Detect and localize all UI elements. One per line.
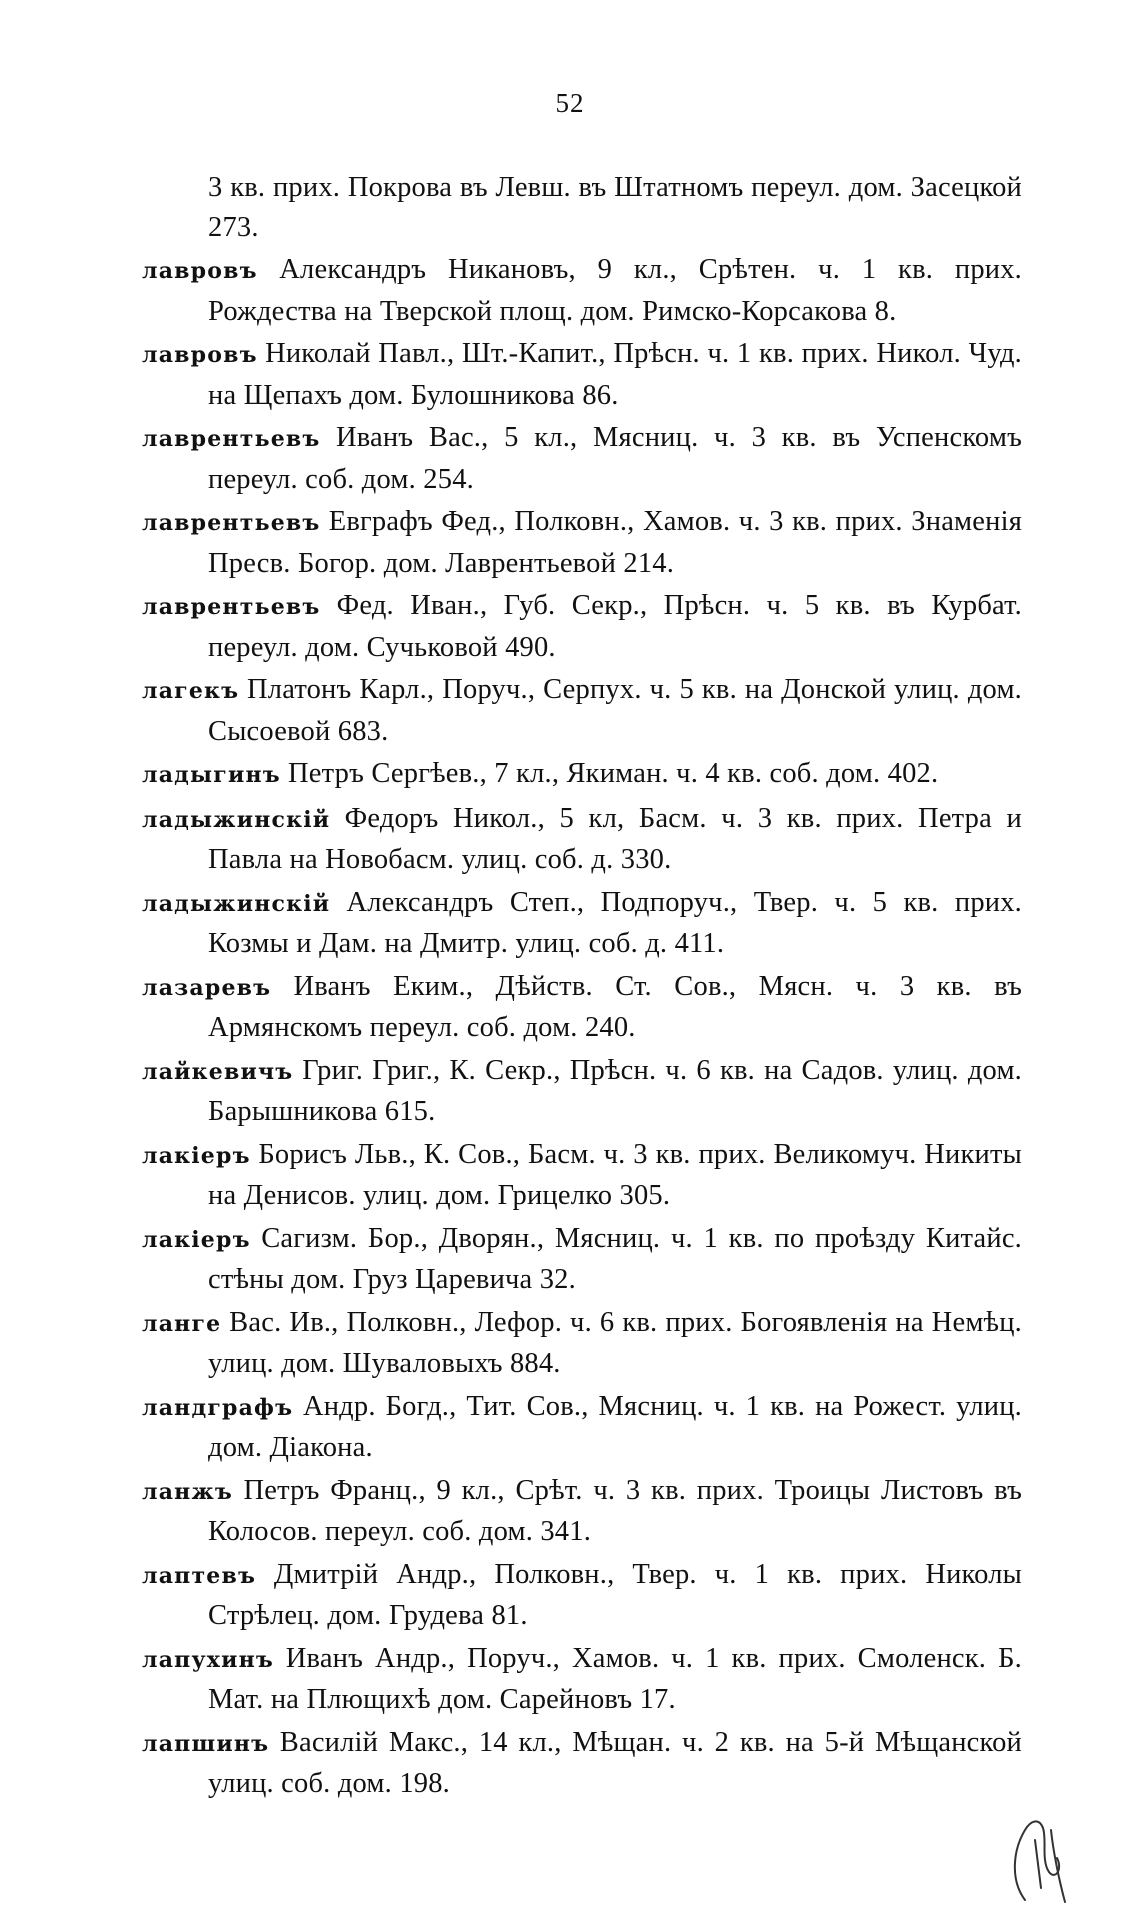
directory-entry — [142, 586, 1022, 667]
entry-text: Федоръ Никол., 5 кл, Басм. ч. 3 кв. прих. Петра и Павла на Новобасм. улиц. соб. д. 330. — [208, 802, 1022, 875]
entry-text: Фед. Иван., Губ. Секр., Прѣсн. ч. 5 кв. въ Курбат. переул. дом. Сучьковой 490. — [208, 590, 1022, 663]
directory-entry — [142, 334, 1022, 415]
entry-surname: лаптевъ — [142, 1562, 257, 1589]
directory-entry — [142, 1387, 1022, 1468]
directory-entry — [142, 1303, 1022, 1384]
entry-surname: ланжъ — [142, 1478, 233, 1505]
entry-surname: лавровъ — [142, 258, 258, 284]
entry-text: Платонъ Карл., Поруч., Серпух. ч. 5 кв. на Донской улиц. дом. Сысоевой 683. — [208, 674, 1022, 747]
entry-surname: лазаревъ — [142, 974, 272, 1001]
entry-surname: лакіеръ — [142, 1142, 251, 1169]
directory-entry — [142, 1639, 1022, 1720]
directory-entry — [142, 754, 1022, 796]
directory-entry — [142, 1723, 1022, 1804]
continuation-entry — [142, 168, 1022, 247]
entry-surname: лакіеръ — [142, 1226, 251, 1253]
directory-entry — [142, 1219, 1022, 1300]
entry-text: Петръ Сергѣев., 7 кл., Якиман. ч. 4 кв. соб. дом. 402. — [288, 758, 939, 789]
entry-surname: лавровъ — [142, 342, 258, 368]
entry-surname: ладыжинскій — [142, 890, 331, 917]
handwritten-mark-icon — [1005, 1810, 1075, 1910]
directory-entry — [142, 1555, 1022, 1636]
entry-text: Петръ Франц., 9 кл., Срѣт. ч. 3 кв. прих. Троицы Листовъ въ Колосов. переул. соб. дом. 341. — [208, 1474, 1023, 1547]
entry-text: Иванъ Андр., Поруч., Хамов. ч. 1 кв. прих. Смоленск. Б. Мат. на Плющихѣ дом. Сарейновъ 17. — [208, 1642, 1023, 1715]
entry-surname: лаврентьевъ — [142, 426, 321, 452]
entry-surname: лапухинъ — [142, 1646, 274, 1673]
entry-surname: ланге — [142, 1310, 222, 1337]
entry-text: Вас. Ив., Полковн., Лефор. ч. 6 кв. прих. Богоявленія на Немѣц. улиц. дом. Шуваловыхъ 884. — [208, 1306, 1023, 1379]
entry-surname: ландграфъ — [142, 1394, 294, 1421]
entry-text: Андр. Богд., Тит. Сов., Мясниц. ч. 1 кв. на Рожест. улиц. дом. Діакона. — [208, 1390, 1022, 1463]
page-number: 52 — [555, 88, 585, 118]
directory-entry — [142, 967, 1022, 1048]
entry-text: Дмитрій Андр., Полковн., Твер. ч. 1 кв. прих. Николы Стрѣлец. дом. Грудева 81. — [208, 1558, 1022, 1631]
entry-text: Иванъ Вас., 5 кл., Мясниц. ч. 3 кв. въ Успенскомъ переул. соб. дом. 254. — [208, 422, 1023, 495]
directory-entry — [142, 1471, 1022, 1552]
directory-entry — [142, 418, 1022, 499]
entry-text: Николай Павл., Шт.-Капит., Прѣсн. ч. 1 кв. прих. Никол. Чуд. на Щепахъ дом. Булошникова 86. — [208, 338, 1023, 411]
entry-text: Василій Макс., 14 кл., Мѣщан. ч. 2 кв. на 5-й Мѣщанской улиц. соб. дом. 198. — [208, 1726, 1022, 1799]
entry-surname: лайкевичъ — [142, 1058, 294, 1085]
entry-surname: лаврентьевъ — [142, 510, 321, 536]
entry-text: Александръ Никановъ, 9 кл., Срѣтен. ч. 1 кв. прих. Рождества на Тверской площ. дом. Римско-Корсакова 8. — [208, 254, 1022, 327]
entry-surname: лагекъ — [142, 678, 240, 704]
directory-entry — [142, 250, 1022, 331]
entry-text: Иванъ Еким., Дѣйств. Ст. Сов., Мясн. ч. 3 кв. въ Армянскомъ переул. соб. дом. 240. — [208, 970, 1023, 1043]
directory-entry — [142, 883, 1022, 964]
entry-surname: ладыгинъ — [142, 762, 281, 788]
entry-text: 3 кв. прих. Покрова въ Левш. въ Штатномъ переул. дом. Засецкой 273. — [208, 172, 1022, 243]
entry-text: Евграфъ Фед., Полковн., Хамов. ч. 3 кв. прих. Знаменія Пресв. Богор. дом. Лаврентьевой 214. — [208, 506, 1023, 579]
entry-text: Александръ Степ., Подпоруч., Твер. ч. 5 кв. прих. Козмы и Дам. на Дмитр. улиц. соб. д. 411. — [208, 886, 1023, 959]
entry-text: Григ. Григ., К. Секр., Прѣсн. ч. 6 кв. на Садов. улиц. дом. Барышникова 615. — [208, 1054, 1023, 1127]
entry-text: Борисъ Льв., К. Сов., Басм. ч. 3 кв. прих. Великомуч. Никиты на Денисов. улиц. дом. Грицелко 305. — [208, 1138, 1023, 1211]
entry-text: Сагизм. Бор., Дворян., Мясниц. ч. 1 кв. по проѣзду Китайс. стѣны дом. Груз Царевича 32. — [208, 1222, 1022, 1295]
directory-entry — [142, 670, 1022, 751]
directory-entries — [142, 168, 1022, 1807]
entry-surname: ладыжинскій — [142, 806, 331, 833]
entry-surname: лаврентьевъ — [142, 594, 321, 620]
directory-entry — [142, 502, 1022, 583]
directory-entry — [142, 1051, 1022, 1132]
entry-surname: лапшинъ — [142, 1730, 270, 1757]
directory-entry — [142, 799, 1022, 880]
directory-entry — [142, 1135, 1022, 1216]
